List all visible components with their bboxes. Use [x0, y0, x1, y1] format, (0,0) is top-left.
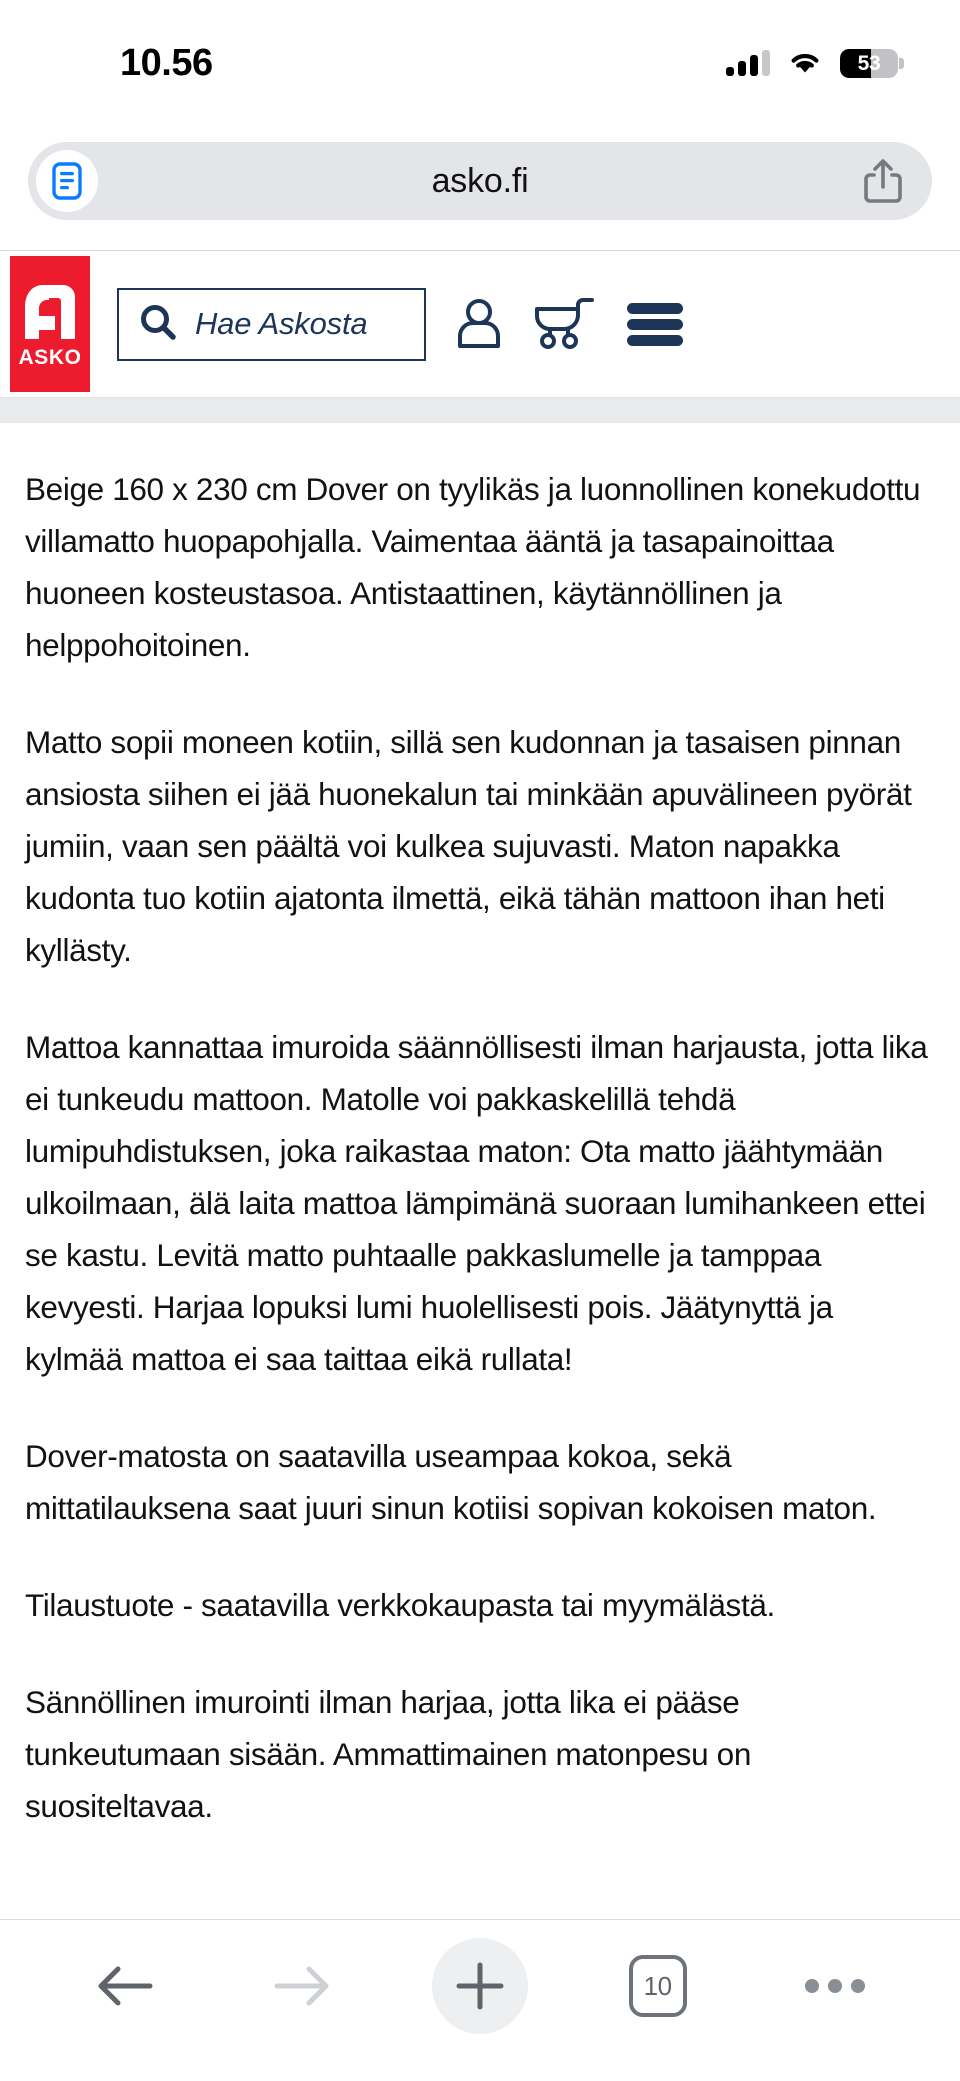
browser-bottom-toolbar [0, 1919, 960, 2081]
tab-switcher-button[interactable] [610, 1938, 706, 2034]
forward-arrow-icon[interactable] [254, 1938, 350, 2034]
new-tab-plus-icon[interactable] [432, 1938, 528, 2034]
wifi-icon [788, 50, 822, 76]
asko-logo-mark [23, 283, 77, 341]
page-content [0, 423, 960, 1919]
user-account-icon[interactable] [454, 298, 504, 350]
battery-indicator [840, 49, 898, 78]
battery-percent-label: 53 [857, 51, 881, 75]
header-icon-group [454, 297, 690, 351]
product-description-paragraph: Mattoa kannattaa imuroida säännöllisesti ilman harjausta, jotta lika ei tunkeudu mattoon. Matolle voi pakkaskelillä tehdä lumipuhdistuksen, joka raikastaa maton: Ota matto jäähtymään ulkoilmaan, älä laita mattoa lämpimänä suoraan lumihankeen ettei se kastu. Levitä matto puhtaalle pakkaslumelle ja tamppaa kevyesti. Harjaa lopuksi lumi huolellisesti pois. Jäätynyttä ja kylmää mattoa ei saa taittaa eikä rullata! [25, 1029, 928, 1377]
search-input[interactable] [117, 288, 426, 361]
reader-mode-icon[interactable] [36, 150, 98, 212]
product-description-paragraph: Dover-matosta on saatavilla useampaa kokoa, sekä mittatilauksena saat juuri sinun kotiisi sopivan kokoisen maton. [25, 1438, 877, 1526]
share-icon[interactable] [860, 156, 906, 206]
search-icon [139, 303, 177, 346]
address-bar[interactable] [28, 142, 932, 220]
shopping-cart-icon[interactable] [534, 297, 596, 351]
hamburger-menu-icon[interactable] [626, 301, 684, 347]
product-description-paragraph: Beige 160 x 230 cm Dover on tyylikäs ja luonnollinen konekudottu villamatto huopapohjalla. Vaimentaa ääntä ja tasapainoittaa huoneen kosteustasoa. Antistaattinen, käytännöllinen ja helppohoitoinen. [25, 471, 921, 663]
status-time: 10.56 [120, 41, 213, 84]
status-bar [0, 0, 960, 112]
site-header [0, 251, 960, 397]
more-options-icon[interactable] [787, 1938, 883, 2034]
asko-logo[interactable] [10, 256, 90, 392]
back-arrow-icon[interactable] [77, 1938, 173, 2034]
cellular-signal-icon [726, 50, 770, 76]
browser-urlbar-zone [0, 112, 960, 251]
status-indicators [726, 49, 898, 78]
product-description-paragraph: Sännöllinen imurointi ilman harjaa, jotta lika ei pääse tunkeutumaan sisään. Ammattimainen matonpesu on suositeltavaa. [25, 1684, 751, 1824]
product-description-paragraph: Tilaustuote - saatavilla verkkokaupasta tai myymälästä. [25, 1587, 775, 1623]
asko-logo-text: ASKO [18, 345, 82, 369]
url-text: asko.fi [431, 161, 529, 200]
header-divider-band [0, 397, 960, 423]
tabs-count-label: 10 [629, 1955, 687, 2017]
product-description-paragraph: Matto sopii moneen kotiin, sillä sen kudonnan ja tasaisen pinnan ansiosta siihen ei jää huonekalun tai minkään apuvälineen pyörät jumiin, vaan sen päältä voi kulkea sujuvasti. Maton napakka kudonta tuo kotiin ajatonta ilmettä, eikä tähän mattoon ihan heti kyllästy. [25, 724, 912, 968]
search-placeholder-text: Hae Askosta [195, 306, 368, 341]
